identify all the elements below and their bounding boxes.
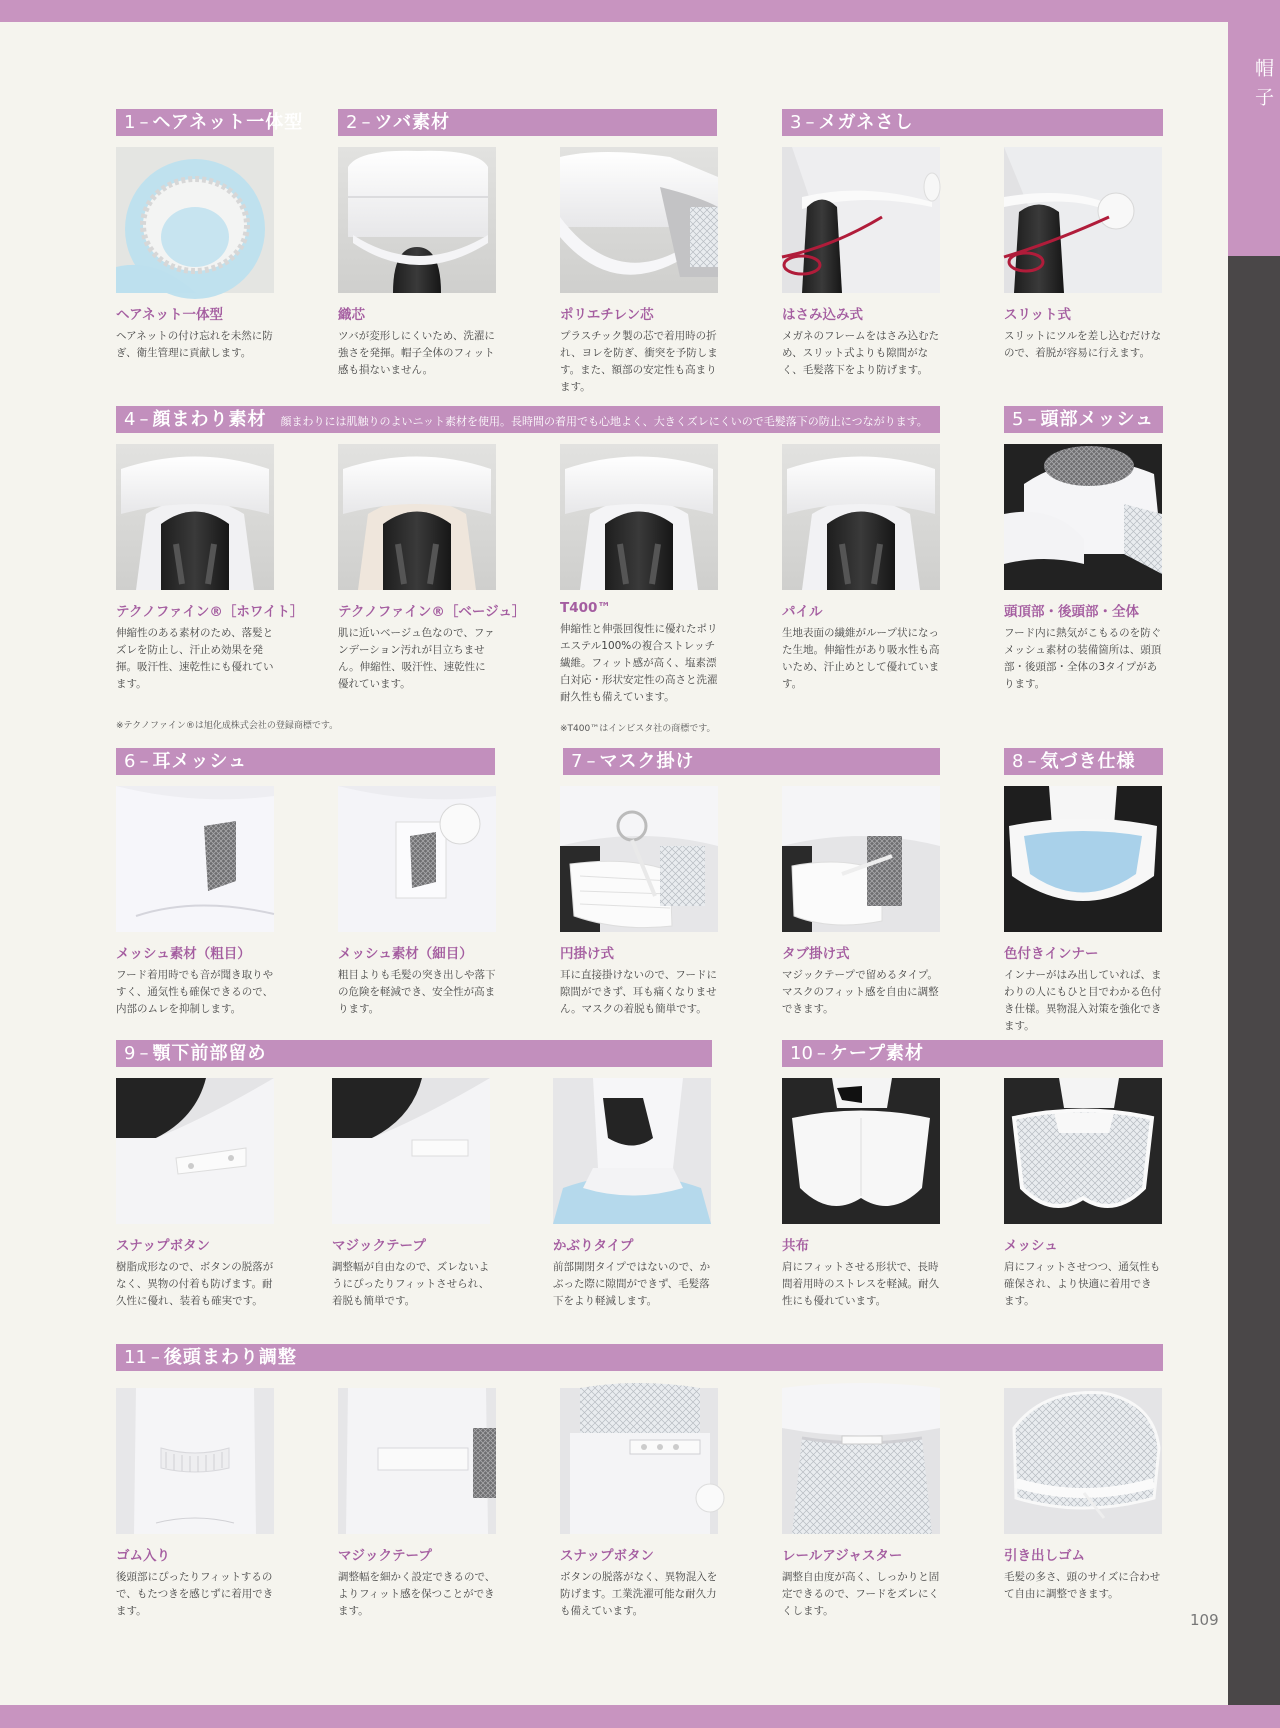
section-number: 5: [1012, 409, 1024, 430]
product-photo: [782, 444, 940, 590]
section-header-7: 7 – マスク掛け: [563, 748, 940, 775]
side-tab-label: 帽子: [1252, 58, 1274, 116]
section-header-3: 3 – メガネさし: [782, 109, 1163, 136]
product-photo: [1004, 444, 1162, 590]
feature-description: 前部開閉タイプではないので、かぶった際に隙間ができず、毛髪落下をより軽減します。: [553, 1261, 711, 1307]
feature-card: [332, 1078, 490, 1310]
section-title: 耳メッシュ: [152, 751, 248, 772]
feature-description: インナーがはみ出していれば、まわりの人にもひと目でわかる色付き仕様。異物混入対策を強化できます。: [1004, 969, 1162, 1032]
feature-description: マジックテープで留めるタイプ。マスクのフィット感を自由に調整できます。: [782, 969, 939, 1015]
feature-caption: スナップボタン: [560, 1548, 654, 1564]
feature-description: 毛髪の多さ、頭のサイズに合わせて自由に調整できます。: [1004, 1571, 1161, 1600]
feature-description: 肌に近いベージュ色なので、ファンデーション汚れが目立ちません。伸縮性、吸汗性、速乾性に優れています。: [338, 627, 495, 690]
feature-card: [560, 786, 718, 1018]
feature-caption: スリット式: [1004, 307, 1071, 323]
footnote-technofine: ※テクノファイン®は旭化成株式会社の登録商標です。: [116, 721, 339, 731]
feature-description: フード内に熱気がこもるのを防ぐメッシュ素材の装備箇所は、頭頂部・後頭部・全体の3タイプがあります。: [1004, 627, 1162, 690]
feature-card: [1004, 1388, 1162, 1603]
feature-card: [782, 444, 940, 693]
feature-description: 粗目よりも毛髪の突き出しや落下の危険を軽減でき、安全性が高まります。: [338, 969, 496, 1015]
feature-caption: 頭頂部・後頭部・全体: [1004, 604, 1139, 620]
product-photo: [782, 786, 940, 932]
feature-description: 後頭部にぴったりフィットするので、もたつきを感じずに着用できます。: [116, 1571, 274, 1617]
section-note: 顔まわりには肌触りのよいニット素材を使用。長時間の着用でも心地よく、大きくズレにくいので毛髪落下の防止につながります。: [280, 415, 928, 428]
section-title: 気づき仕様: [1040, 751, 1136, 772]
feature-caption: テクノファイン®［ホワイト］: [116, 604, 304, 620]
product-photo: [1004, 786, 1162, 932]
product-photo: [1004, 147, 1162, 293]
feature-caption: ポリエチレン芯: [560, 307, 654, 323]
feature-card: [782, 1078, 940, 1310]
section-title: 頭部メッシュ: [1040, 409, 1155, 430]
product-photo: [1004, 1078, 1162, 1224]
product-photo: [560, 147, 718, 293]
feature-card: [560, 1388, 718, 1620]
feature-description: ヘアネットの付け忘れを未然に防ぎ、衛生管理に貢献します。: [116, 330, 273, 359]
feature-card: [560, 147, 718, 396]
feature-card: [1004, 1078, 1162, 1310]
section-header-4: 4 – 顔まわり素材 顔まわりには肌触りのよいニット素材を使用。長時間の着用でも心地よく、大きくズレにくいので毛髪落下の防止につながります。: [116, 406, 940, 433]
section-title: 後頭まわり調整: [163, 1347, 297, 1368]
feature-caption: T400™: [560, 600, 611, 616]
feature-description: 調整自由度が高く、しっかりと固定できるので、フードをズレにくくします。: [782, 1571, 940, 1617]
section-number: 7: [571, 751, 583, 772]
feature-caption: 色付きインナー: [1004, 946, 1099, 962]
feature-description: 肩にフィットさせつつ、通気性も確保され、より快適に着用できます。: [1004, 1261, 1161, 1307]
product-photo: [553, 1078, 711, 1224]
feature-card: [1004, 786, 1162, 1035]
feature-card: [782, 147, 940, 379]
section-number: 4: [124, 409, 136, 430]
section-title: 顔まわり素材: [152, 409, 267, 430]
product-photo: [116, 1078, 274, 1224]
section-header-1: 1 – ヘアネット一体型: [116, 109, 273, 136]
feature-description: ボタンの脱落がなく、異物混入を防げます。工業洗濯可能な耐久力も備えています。: [560, 1571, 718, 1617]
feature-caption: 円掛け式: [560, 946, 614, 962]
feature-description: メガネのフレームをはさみ込むため、スリット式よりも隙間がなく、毛髪落下をより防げます。: [782, 330, 940, 376]
feature-caption: パイル: [782, 604, 823, 620]
feature-card: [338, 444, 526, 693]
feature-caption: レールアジャスター: [782, 1548, 903, 1564]
feature-description: スリットにツルを差し込むだけなので、着脱が容易に行えます。: [1004, 330, 1162, 359]
feature-card: [560, 444, 718, 706]
feature-card: [116, 147, 274, 362]
feature-caption: スナップボタン: [116, 1238, 210, 1254]
feature-caption: 引き出しゴム: [1004, 1548, 1085, 1564]
feature-card: [1004, 147, 1162, 362]
side-category-tab: [1228, 22, 1280, 256]
feature-description: ツバが変形しにくいため、洗濯に強さを発揮。帽子全体のフィット感も損ないません。: [338, 330, 495, 376]
product-photo: [338, 147, 496, 293]
feature-card: [116, 786, 274, 1018]
section-header-5: 5 – 頭部メッシュ: [1004, 406, 1163, 433]
section-title: 顎下前部留め: [152, 1043, 267, 1064]
section-header-9: 9 – 顎下前部留め: [116, 1040, 712, 1067]
feature-caption: はさみ込み式: [782, 307, 863, 323]
feature-card: [338, 147, 496, 379]
product-photo: [338, 1388, 496, 1534]
feature-caption: 織芯: [338, 307, 365, 323]
feature-description: 伸縮性と伸張回復性に優れたポリエステル100%の複合ストレッチ繊維。フィット感が高く、塩素漂白対応・形状安定性の高さと洗濯耐久性も備えています。: [560, 623, 718, 703]
section-number: 3: [790, 112, 802, 133]
feature-card: [1004, 444, 1162, 693]
section-header-6: 6 – 耳メッシュ: [116, 748, 495, 775]
section-number: 6: [124, 751, 136, 772]
top-color-bar: [0, 0, 1280, 22]
section-header-8: 8 – 気づき仕様: [1004, 748, 1163, 775]
feature-caption: かぶりタイプ: [553, 1238, 634, 1254]
feature-card: [116, 1388, 274, 1620]
section-title: メガネさし: [818, 112, 914, 133]
section-header-10: 10 – ケープ素材: [782, 1040, 1163, 1067]
feature-description: 伸縮性のある素材のため、落髪とズレを防止し、汗止め効果を発揮。吸汗性、速乾性にも優れています。: [116, 627, 274, 690]
product-photo: [782, 1078, 940, 1224]
section-header-2: 2 – ツバ素材: [338, 109, 717, 136]
section-number: 2: [346, 112, 358, 133]
product-photo: [338, 786, 496, 932]
bottom-color-bar: [0, 1705, 1280, 1728]
feature-card: [116, 1078, 274, 1310]
section-title: ツバ素材: [374, 112, 451, 133]
section-title: ヘアネット一体型: [152, 112, 304, 133]
feature-caption: 共布: [782, 1238, 809, 1254]
feature-caption: マジックテープ: [332, 1238, 426, 1254]
product-photo: [332, 1078, 490, 1224]
section-number: 10: [790, 1043, 813, 1064]
feature-card: [782, 786, 940, 1018]
product-photo: [116, 1388, 274, 1534]
feature-description: 調整幅が自由なので、ズレないようにぴったりフィットさせられ、着脱も簡単です。: [332, 1261, 490, 1307]
feature-description: 調整幅を細かく設定できるので、よりフィット感を保つことができます。: [338, 1571, 496, 1617]
feature-caption: マジックテープ: [338, 1548, 432, 1564]
feature-card: [782, 1388, 940, 1620]
page-number: 109: [1190, 1611, 1219, 1629]
product-photo: [560, 1388, 718, 1534]
product-photo: [338, 444, 496, 590]
product-photo: [560, 786, 718, 932]
section-title: マスク掛け: [599, 751, 695, 772]
product-photo: [116, 786, 274, 932]
feature-caption: タブ掛け式: [782, 946, 850, 962]
feature-description: 肩にフィットさせる形状で、長時間着用時のストレスを軽減。耐久性にも優れています。: [782, 1261, 940, 1307]
product-photo: [782, 147, 940, 293]
feature-card: [116, 444, 304, 693]
feature-card: [553, 1078, 711, 1310]
section-number: 9: [124, 1043, 136, 1064]
feature-description: 生地表面の繊維がループ状になった生地。伸縮性があり吸水性も高いため、汗止めとして優れています。: [782, 627, 940, 690]
product-photo: [1004, 1388, 1162, 1534]
feature-description: 耳に直接掛けないので、フードに隙間ができず、耳も痛くなりません。マスクの着脱も簡単です。: [560, 969, 717, 1015]
feature-description: プラスチック製の芯で着用時の折れ、ヨレを防ぎ、衝突を予防します。また、額部の安定性も高まります。: [560, 330, 718, 393]
section-title: ケープ素材: [829, 1043, 925, 1064]
feature-card: [338, 786, 496, 1018]
section-number: 1: [124, 112, 136, 133]
section-number: 11: [124, 1347, 147, 1368]
section-number: 8: [1012, 751, 1024, 772]
product-photo: [560, 444, 718, 590]
product-photo: [116, 147, 274, 293]
footnote-t400: ※T400™はインビスタ社の商標です。: [560, 724, 716, 734]
feature-caption: テクノファイン®［ベージュ］: [338, 604, 526, 620]
feature-card: [338, 1388, 496, 1620]
feature-description: フード着用時でも音が聞き取りやすく、通気性も確保できるので、内部のムレを抑制します。: [116, 969, 274, 1015]
feature-caption: メッシュ: [1004, 1238, 1058, 1254]
feature-caption: メッシュ素材（粗目）: [116, 946, 251, 962]
product-photo: [782, 1388, 940, 1534]
feature-caption: ゴム入り: [116, 1548, 170, 1564]
feature-caption: ヘアネット一体型: [116, 307, 224, 323]
feature-description: 樹脂成形なので、ボタンの脱落がなく、異物の付着も防げます。耐久性に優れ、装着も確実です。: [116, 1261, 274, 1307]
side-dark-band: [1228, 256, 1280, 1705]
product-photo: [116, 444, 274, 590]
section-header-11: 11 – 後頭まわり調整: [116, 1344, 1163, 1371]
feature-caption: メッシュ素材（細目）: [338, 946, 473, 962]
